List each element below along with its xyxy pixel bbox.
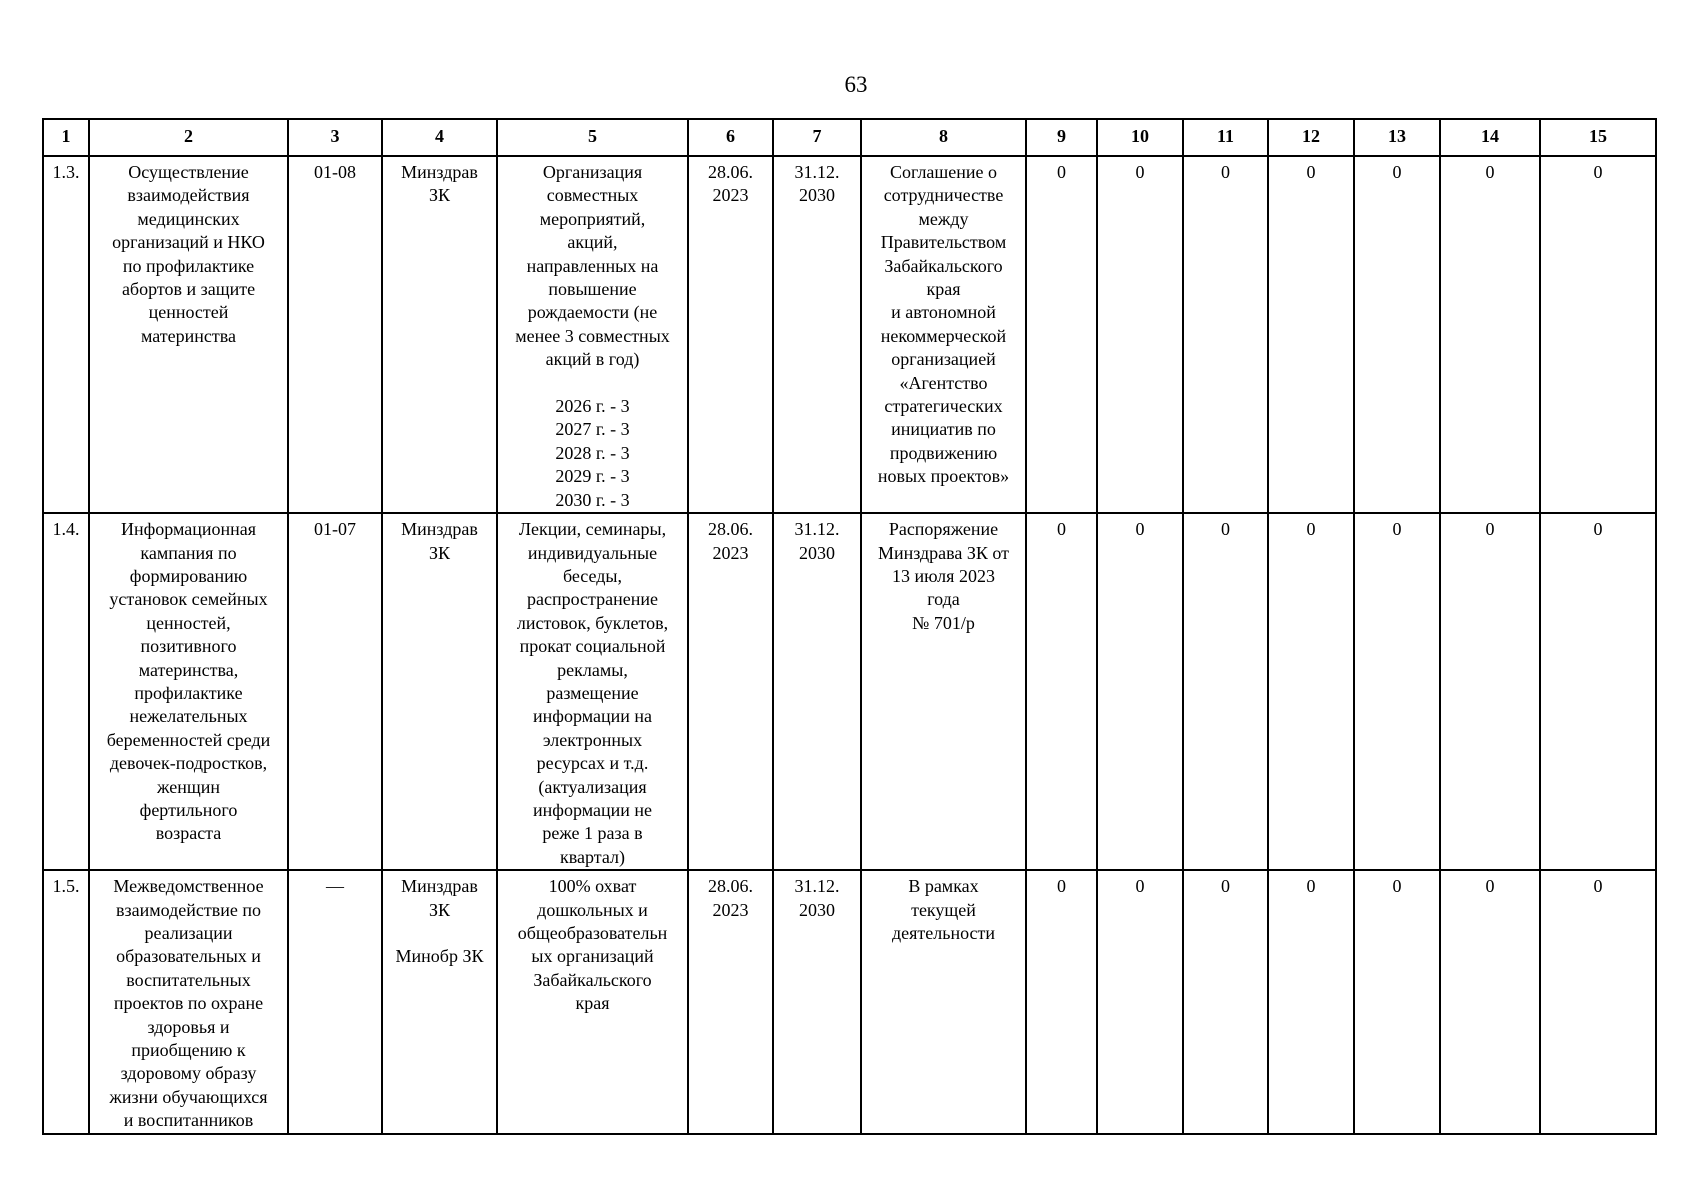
value-cell: 0 — [1183, 513, 1268, 870]
header-cell: 9 — [1026, 119, 1097, 156]
plan-table — [42, 118, 1657, 1135]
table-row — [43, 870, 1656, 1133]
value-cell: 0 — [1354, 156, 1440, 513]
value-cell: 0 — [1440, 513, 1540, 870]
header-cell: 12 — [1268, 119, 1354, 156]
code-cell: 01-08 — [288, 156, 382, 513]
header-cell: 14 — [1440, 119, 1540, 156]
header-cell: 5 — [497, 119, 688, 156]
value-cell: 0 — [1540, 513, 1656, 870]
header-cell: 15 — [1540, 119, 1656, 156]
row-number: 1.5. — [43, 870, 89, 1133]
code-cell: 01-07 — [288, 513, 382, 870]
header-cell: 11 — [1183, 119, 1268, 156]
basis-document: В рамках текущей деятельности — [861, 870, 1026, 1133]
header-cell: 13 — [1354, 119, 1440, 156]
value-cell: 0 — [1268, 156, 1354, 513]
value-cell: 0 — [1268, 513, 1354, 870]
basis-document: Распоряжение Минздрава ЗК от 13 июля 2023 года № 701/р — [861, 513, 1026, 870]
header-cell: 4 — [382, 119, 497, 156]
header-cell: 8 — [861, 119, 1026, 156]
row-number: 1.3. — [43, 156, 89, 513]
header-row — [43, 119, 1656, 156]
value-cell: 0 — [1097, 513, 1183, 870]
value-cell: 0 — [1354, 513, 1440, 870]
responsible-cell: Минздрав ЗК — [382, 156, 497, 513]
start-date: 28.06. 2023 — [688, 156, 773, 513]
responsible-cell: Минздрав ЗК Минобр ЗК — [382, 870, 497, 1133]
table-row — [43, 156, 1656, 513]
table-row — [43, 513, 1656, 870]
header-cell: 10 — [1097, 119, 1183, 156]
result-cell: Лекции, семинары, индивидуальные беседы, распространение листовок, буклетов, прокат социальной рекламы, размещение информации на электронных ресурсах и т.д. (актуализация информации не реже 1 раза в квартал) — [497, 513, 688, 870]
activity-name: Межведомственное взаимодействие по реализации образовательных и воспитательных проектов по охране здоровья и приобщению к здоровому образу жизни обучающихся и воспитанников — [89, 870, 288, 1133]
value-cell: 0 — [1440, 870, 1540, 1133]
value-cell: 0 — [1097, 870, 1183, 1133]
basis-document: Соглашение о сотрудничестве между Правительством Забайкальского края и автономной некоммерческой организацией «Агентство стратегических инициатив по продвижению новых проектов» — [861, 156, 1026, 513]
result-cell: 100% охват дошкольных и общеобразовательн ых организаций Забайкальского края — [497, 870, 688, 1133]
value-cell: 0 — [1440, 156, 1540, 513]
value-cell: 0 — [1540, 870, 1656, 1133]
activity-name: Осуществление взаимодействия медицинских организаций и НКО по профилактике абортов и защите ценностей материнства — [89, 156, 288, 513]
header-cell: 6 — [688, 119, 773, 156]
value-cell: 0 — [1026, 870, 1097, 1133]
value-cell: 0 — [1540, 156, 1656, 513]
value-cell: 0 — [1026, 156, 1097, 513]
start-date: 28.06. 2023 — [688, 513, 773, 870]
activity-name: Информационная кампания по формированию установок семейных ценностей, позитивного материнства, профилактике нежелательных беременностей среди девочек-подростков, женщин фертильного возраста — [89, 513, 288, 870]
value-cell: 0 — [1268, 870, 1354, 1133]
header-cell: 1 — [43, 119, 89, 156]
result-cell: Организация совместных мероприятий, акций, направленных на повышение рождаемости (не менее 3 совместных акций в год) 2026 г. - 3 2027 г. - 3 2028 г. - 3 2029 г. - 3 2030 г. - 3 — [497, 156, 688, 513]
end-date: 31.12. 2030 — [773, 156, 861, 513]
value-cell: 0 — [1183, 870, 1268, 1133]
responsible-cell: Минздрав ЗК — [382, 513, 497, 870]
value-cell: 0 — [1354, 870, 1440, 1133]
value-cell: 0 — [1026, 513, 1097, 870]
header-cell: 2 — [89, 119, 288, 156]
code-cell: — — [288, 870, 382, 1133]
value-cell: 0 — [1097, 156, 1183, 513]
page-number: 63 — [844, 72, 868, 97]
header-cell: 3 — [288, 119, 382, 156]
end-date: 31.12. 2030 — [773, 513, 861, 870]
value-cell: 0 — [1183, 156, 1268, 513]
header-cell: 7 — [773, 119, 861, 156]
row-number: 1.4. — [43, 513, 89, 870]
start-date: 28.06. 2023 — [688, 870, 773, 1133]
end-date: 31.12. 2030 — [773, 870, 861, 1133]
